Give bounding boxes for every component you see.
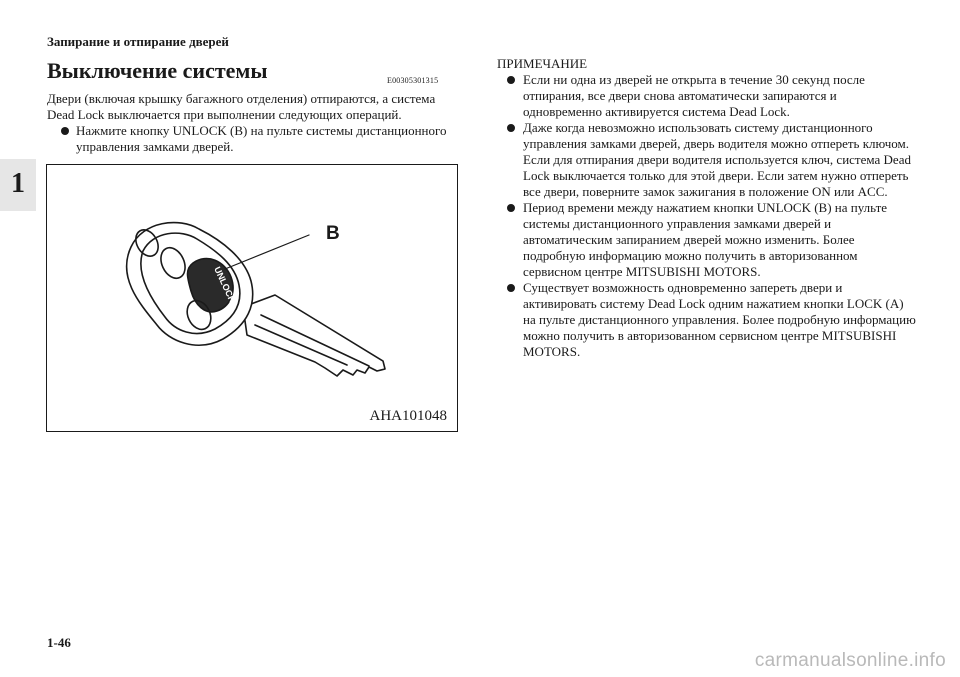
note-text: Существует возможность одновременно запереть двери и активировать систему Dead Lock одним нажатием кнопки LOCK (A) на пульте дистанционного управления. Более подробную информацию можно получить в авторизованном сервисном центре MITSUBISHI MOTORS. [523,280,916,359]
section-body [47,91,462,155]
bullet-dot-icon [507,204,515,212]
instruction-text: Нажмите кнопку UNLOCK (B) на пульте системы дистанционного управления замками дверей. [76,123,447,154]
note-title: ПРИМЕЧАНИЕ [497,56,588,71]
instruction-item [47,123,462,155]
note-item [497,72,917,120]
note-item [497,120,917,200]
bullet-dot-icon [61,127,69,135]
chapter-number: 1 [11,168,25,199]
key-figure [46,164,458,432]
leader-line [225,235,309,269]
bullet-dot-icon [507,124,515,132]
running-header: Запирание и отпирание дверей [47,34,229,49]
callout-b: B [326,223,340,244]
note-item [497,280,917,360]
page-number: 1-46 [47,635,71,650]
note-text: Даже когда невозможно использовать систему дистанционного управления замками дверей, дверь водителя можно отпереть ключом. Если для отпирания двери водителя используется ключ, система Dead Lock выключается только для этой двери. Если затем нужно отпереть все двери, поверните замок зажигания в положение ON или ACC. [523,120,911,199]
remote-key-illustration [47,165,459,433]
unlock-button-label: UNLOCK [212,265,238,305]
intro-paragraph: Двери (включая крышку багажного отделения) отпираются, а система Dead Lock выключается при выполнении следующих операций. [47,91,436,122]
section-title: Выключение системы [47,58,268,83]
note-text: Период времени между нажатием кнопки UNLOCK (B) на пульте системы дистанционного управления замками дверей и автоматическим запиранием дверей можно изменить. Более подробную информацию можно получить в авторизованном сервисном центре MITSUBISHI MOTORS. [523,200,888,279]
figure-code: AHA101048 [369,408,447,424]
watermark: carmanualsonline.info [754,650,946,671]
note-block [497,56,917,360]
section-code: E00305301315 [387,76,439,85]
note-text: Если ни одна из дверей не открыта в течение 30 секунд после отпирания, все двери снова автоматически запираются и одновременно активируется система Dead Lock. [523,72,865,119]
bullet-dot-icon [507,76,515,84]
bullet-dot-icon [507,284,515,292]
note-item [497,200,917,280]
